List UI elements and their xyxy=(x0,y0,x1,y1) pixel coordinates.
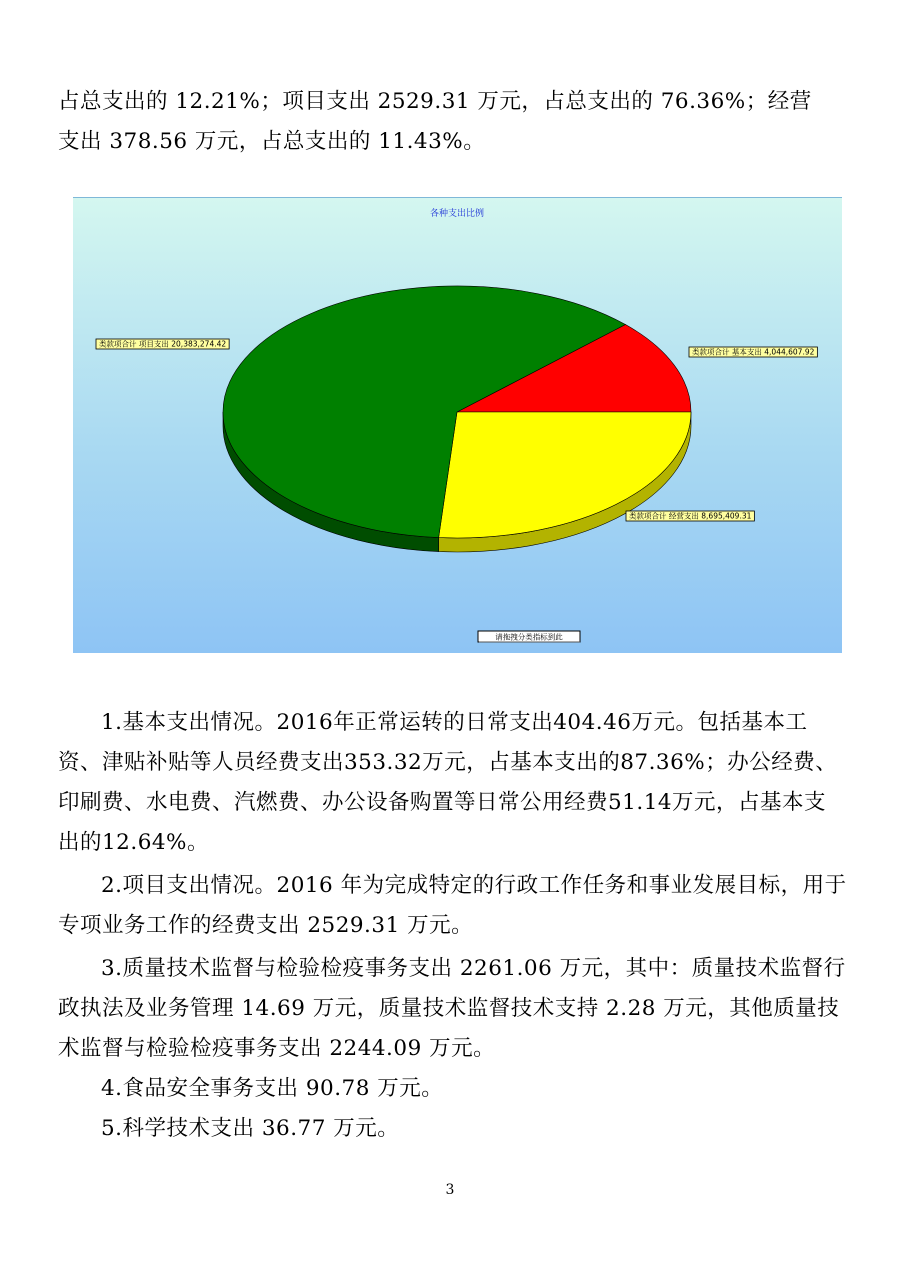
paragraph-science-technology: 5.科学技术支出 36.77 万元。 xyxy=(101,1116,400,1141)
pie-label-text-1: 类款项合计 经营支出 8,695,409.31 xyxy=(629,511,752,521)
paragraph-project-expenditure: 2.项目支出情况。2016 年为完成特定的行政工作任务和事业发展目标，用于专项业务工作的经费支出 2529.31 万元。 xyxy=(58,873,847,938)
top-paragraph-line-1: 占总支出的 12.21%；项目支出 2529.31 万元，占总支出的 76.36%；经营 xyxy=(58,89,812,114)
paragraph-quality-supervision: 3.质量技术监督与检验检疫事务支出 2261.06 万元，其中：质量技术监督行政执法及业务管理 14.69 万元，质量技术监督技术支持 2.28 万元，其他质量技术监督与检验检疫事务支出 2244.09 万元。 xyxy=(58,956,846,1061)
pie-chart xyxy=(73,198,842,653)
paragraph-basic-expenditure: 1.基本支出情况。2016年正常运转的日常支出404.46万元。包括基本工资、津贴补贴等人员经费支出353.32万元，占基本支出的87.36%；办公经费、印刷费、水电费、汽燃费、办公设备购置等日常公用经费51.14万元，占基本支出的12.64%。 xyxy=(58,710,838,855)
drop-target-button-label: 请拖拽分类指标到此 xyxy=(495,632,563,642)
pie-label-text-2: 类款项合计 项目支出 20,383,274.42 xyxy=(99,339,227,349)
pie-label-1 xyxy=(626,511,754,522)
pie-chart-panel xyxy=(73,197,842,653)
pie-label-2 xyxy=(96,339,229,350)
pie-label-0 xyxy=(689,347,817,358)
drop-target-button[interactable] xyxy=(478,631,580,642)
top-paragraph xyxy=(58,82,848,162)
body-paragraphs xyxy=(58,703,848,1149)
top-paragraph-line-2: 支出 378.56 万元，占总支出的 11.43%。 xyxy=(58,129,486,154)
pie-label-text-0: 类款项合计 基本支出 4,044,607.92 xyxy=(692,347,815,357)
pie-top-layer xyxy=(223,286,691,538)
page-number: 3 xyxy=(445,1182,455,1198)
chart-title: 各种支出比例 xyxy=(429,209,485,219)
paragraph-food-safety: 4.食品安全事务支出 90.78 万元。 xyxy=(101,1076,444,1101)
